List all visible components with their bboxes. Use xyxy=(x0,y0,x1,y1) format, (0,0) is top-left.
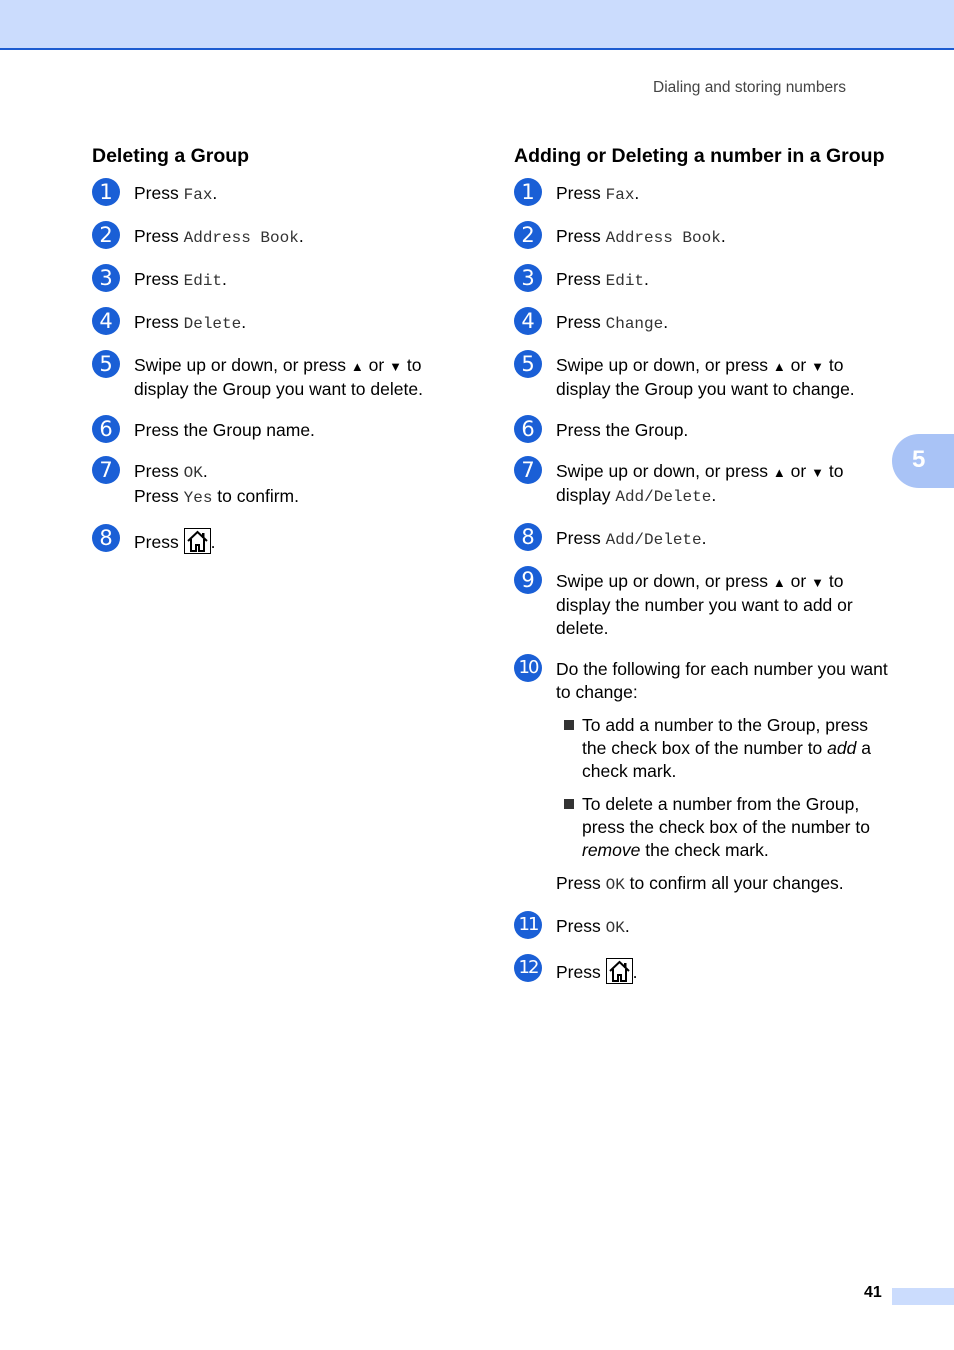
step-text: to display the Group you want to delete. xyxy=(134,355,423,399)
down-arrow-icon: ▼ xyxy=(811,465,824,480)
step-text: . xyxy=(202,461,208,481)
step-text: to display the number you want to add or delete. xyxy=(556,571,853,638)
step-text: . xyxy=(298,226,304,246)
home-icon xyxy=(184,528,211,554)
step-number-icon: 2 xyxy=(92,221,120,249)
top-color-band xyxy=(0,0,954,50)
bullet-text: To add a number to the Group, press the check box of the number to xyxy=(582,715,868,758)
step xyxy=(92,182,462,207)
running-header: Dialing and storing numbers xyxy=(653,79,846,96)
step-text: Swipe up or down, or press xyxy=(556,461,773,481)
step-text: Press xyxy=(134,486,184,506)
step-number-icon: 8 xyxy=(92,524,120,552)
menu-code: Yes xyxy=(183,489,213,507)
step-text: to display the Group you want to change. xyxy=(556,355,855,399)
step-number-icon: 4 xyxy=(514,307,542,335)
bullet-text: To delete a number from the Group, press the check box of the number to xyxy=(582,794,870,837)
step-number-icon: 3 xyxy=(92,264,120,292)
step xyxy=(514,570,894,640)
step-text: . xyxy=(210,532,216,552)
bullet-item xyxy=(556,714,894,783)
step xyxy=(514,419,894,442)
up-arrow-icon: ▲ xyxy=(772,465,786,480)
step-text: . xyxy=(624,916,630,936)
step-number-icon: 3 xyxy=(514,264,542,292)
step-number-icon: 12 xyxy=(514,954,542,982)
step-text: to confirm. xyxy=(212,486,299,506)
step xyxy=(92,419,462,442)
step xyxy=(92,311,462,336)
step-text: or xyxy=(785,355,812,375)
step-text: . xyxy=(711,485,717,505)
menu-code: OK xyxy=(183,464,203,482)
step-text: Swipe up or down, or press xyxy=(556,571,773,591)
step-number-icon: 10 xyxy=(514,654,542,682)
step-text: Press xyxy=(134,461,184,481)
step-text: Do the following for each number you want to change: xyxy=(556,659,888,702)
step-text: Press xyxy=(556,873,606,893)
step-text: Press xyxy=(556,269,606,289)
step xyxy=(92,354,462,401)
menu-code: Edit xyxy=(605,272,645,290)
section-deleting-group xyxy=(92,144,462,572)
step-text: . xyxy=(222,269,227,289)
menu-code: Delete xyxy=(183,315,242,333)
bullet-item xyxy=(556,793,894,862)
up-arrow-icon: ▲ xyxy=(772,575,786,590)
step xyxy=(514,311,894,336)
section-adding-deleting-number xyxy=(514,144,894,1002)
step-text: . xyxy=(720,226,726,246)
step xyxy=(514,658,894,897)
step-text: Press xyxy=(556,226,606,246)
page-number: 41 xyxy=(864,1284,882,1301)
step xyxy=(514,354,894,401)
section-title: Adding or Deleting a number in a Group xyxy=(514,145,885,167)
step-text: . xyxy=(701,528,707,548)
menu-code: Fax xyxy=(605,186,635,204)
step-text: . xyxy=(663,312,669,332)
step-number-icon: 5 xyxy=(514,350,542,378)
footer-color-band xyxy=(892,1288,954,1305)
down-arrow-icon: ▼ xyxy=(389,359,402,374)
step xyxy=(514,225,894,250)
step-text: Swipe up or down, or press xyxy=(134,355,351,375)
step-number-icon: 11 xyxy=(514,911,542,939)
step-text: Press xyxy=(556,183,606,203)
step xyxy=(514,182,894,207)
step xyxy=(92,460,462,510)
step-number-icon: 2 xyxy=(514,221,542,249)
step xyxy=(514,527,894,552)
step-text: Press xyxy=(556,962,606,982)
step-number-icon: 6 xyxy=(514,415,542,443)
step-text: Press xyxy=(556,312,606,332)
step xyxy=(514,268,894,293)
menu-code: Address Book xyxy=(183,229,299,247)
menu-code: Add/Delete xyxy=(615,488,712,506)
step-text: Press xyxy=(556,528,606,548)
step-text: . xyxy=(241,312,247,332)
menu-code: OK xyxy=(605,876,625,894)
step-number-icon: 7 xyxy=(92,456,120,484)
step xyxy=(514,958,894,984)
home-icon xyxy=(606,958,633,984)
down-arrow-icon: ▼ xyxy=(811,575,824,590)
step-text: Press the Group. xyxy=(556,420,689,440)
step-text: Press the Group name. xyxy=(134,420,315,440)
step-text: . xyxy=(634,183,640,203)
emphasis-text: remove xyxy=(582,840,641,860)
step xyxy=(514,460,894,509)
menu-code: Edit xyxy=(183,272,223,290)
step-text: or xyxy=(363,355,390,375)
step-number-icon: 4 xyxy=(92,307,120,335)
step-text: Press xyxy=(134,269,184,289)
chapter-number: 5 xyxy=(912,446,926,473)
step-number-icon: 1 xyxy=(514,178,542,206)
down-arrow-icon: ▼ xyxy=(811,359,824,374)
menu-code: Address Book xyxy=(605,229,721,247)
emphasis-text: add xyxy=(827,738,857,758)
up-arrow-icon: ▲ xyxy=(350,359,364,374)
step-number-icon: 7 xyxy=(514,456,542,484)
menu-code: Add/Delete xyxy=(605,531,702,549)
step-text: or xyxy=(785,461,812,481)
chapter-tab xyxy=(892,434,954,488)
step-number-icon: 8 xyxy=(514,523,542,551)
step-text: to confirm all your changes. xyxy=(624,873,844,893)
step-text: . xyxy=(212,183,218,203)
step-text: Press xyxy=(134,532,184,552)
menu-code: Fax xyxy=(183,186,213,204)
bullet-text: a check mark. xyxy=(582,738,871,781)
step xyxy=(92,225,462,250)
menu-code: Change xyxy=(605,315,664,333)
section-title: Deleting a Group xyxy=(92,145,250,167)
step-number-icon: 1 xyxy=(92,178,120,206)
confirm-note xyxy=(556,872,894,897)
step-text: or xyxy=(785,571,812,591)
step-text: Press xyxy=(134,226,184,246)
step-text: Press xyxy=(556,916,606,936)
up-arrow-icon: ▲ xyxy=(772,359,786,374)
bullet-text: the check mark. xyxy=(640,840,769,860)
step-text: Swipe up or down, or press xyxy=(556,355,773,375)
step-text: Press xyxy=(134,183,184,203)
step-number-icon: 9 xyxy=(514,566,542,594)
step-text: . xyxy=(632,962,638,982)
step-text: . xyxy=(644,269,649,289)
step-number-icon: 6 xyxy=(92,415,120,443)
step-number-icon: 5 xyxy=(92,350,120,378)
menu-code: OK xyxy=(605,919,625,937)
step-text: to display xyxy=(556,461,844,505)
step-text: Press xyxy=(134,312,184,332)
step xyxy=(514,915,894,940)
step xyxy=(92,528,462,554)
step xyxy=(92,268,462,293)
